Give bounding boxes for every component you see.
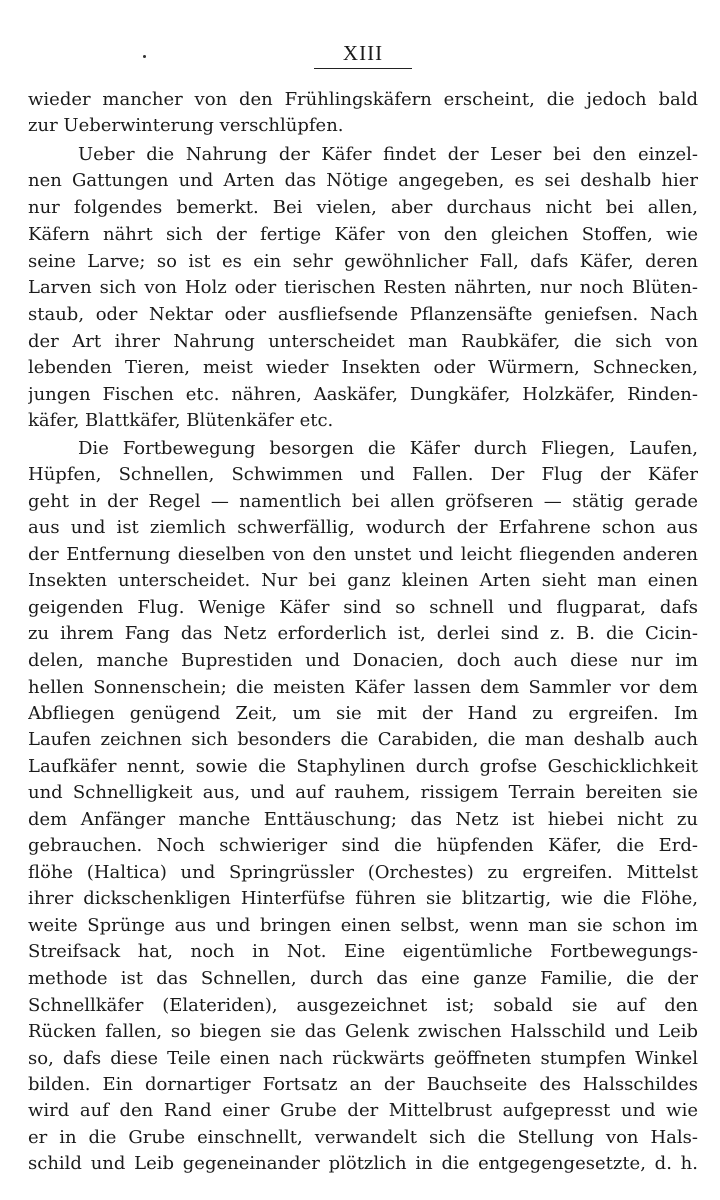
text-line: schild und Leib gegeneinander plötzlich in die entgegengesetzte, d. h. xyxy=(28,1153,698,1174)
text-line: jungen Fischen etc. nähren, Aaskäfer, Dungkäfer, Holzkäfer, Rinden- xyxy=(28,384,698,405)
stray-print-mark xyxy=(143,55,146,58)
text-line: nen Gattungen und Arten das Nötige angegeben, es sei deshalb hier xyxy=(28,170,698,191)
text-line: Hüpfen, Schnellen, Schwimmen und Fallen. Der Flug der Käfer xyxy=(28,464,698,485)
text-line: Schnellkäfer (Elateriden), ausgezeichnet ist; sobald sie auf den xyxy=(28,995,698,1016)
text-line: und Schnelligkeit aus, und auf rauhem, rissigem Terrain bereiten sie xyxy=(28,782,698,803)
text-line: käfer, Blattkäfer, Blütenkäfer etc. xyxy=(28,410,334,431)
text-line: so, dafs diese Teile einen nach rückwärts geöffneten stumpfen Winkel xyxy=(28,1048,698,1069)
text-line: der Art ihrer Nahrung unterscheidet man Raubkäfer, die sich von xyxy=(28,331,698,352)
text-line: gebrauchen. Noch schwieriger sind die hüpfenden Käfer, die Erd- xyxy=(28,835,698,856)
text-line: nur folgendes bemerkt. Bei vielen, aber durchaus nicht bei allen, xyxy=(28,197,698,218)
text-line: wieder mancher von den Frühlingskäfern erscheint, die jedoch bald xyxy=(28,89,698,110)
text-line: Laufen zeichnen sich besonders die Carabiden, die man deshalb auch xyxy=(28,729,698,750)
text-line: geht in der Regel — namentlich bei allen gröfseren — stätig gerade xyxy=(28,491,698,512)
text-line: aus und ist ziemlich schwerfällig, wodurch der Erfahrene schon aus xyxy=(28,517,698,538)
text-line: er in die Grube einschnellt, verwandelt sich die Stellung von Hals- xyxy=(28,1127,698,1148)
text-line: Streifsack hat, noch in Not. Eine eigentümliche Fortbewegungs- xyxy=(28,941,698,962)
text-line: flöhe (Haltica) und Springrüssler (Orchestes) zu ergreifen. Mittelst xyxy=(28,862,698,883)
text-line: bilden. Ein dornartiger Fortsatz an der Bauchseite des Halsschildes xyxy=(28,1074,698,1095)
header-rule xyxy=(314,68,412,69)
text-line: der Entfernung dieselben von den unstet und leicht fliegenden anderen xyxy=(28,544,698,565)
text-line: wird auf den Rand einer Grube der Mittelbrust aufgepresst und wie xyxy=(28,1100,698,1121)
text-line: hellen Sonnenschein; die meisten Käfer lassen dem Sammler vor dem xyxy=(28,677,698,698)
text-line: staub, oder Nektar oder ausfliefsende Pflanzensäfte geniefsen. Nach xyxy=(28,304,698,325)
text-line: methode ist das Schnellen, durch das eine ganze Familie, die der xyxy=(28,968,698,989)
text-line: ihrer dickschenkligen Hinterfüfse führen sie blitzartig, wie die Flöhe, xyxy=(28,888,698,909)
paragraph-first-line: Die Fortbewegung besorgen die Käfer durch Fliegen, Laufen, xyxy=(78,438,698,459)
text-line: lebenden Tieren, meist wieder Insekten oder Würmern, Schnecken, xyxy=(28,357,698,378)
text-line: delen, manche Buprestiden und Donacien, doch auch diese nur im xyxy=(28,650,698,671)
text-line: Insekten unterscheidet. Nur bei ganz kleinen Arten sieht man einen xyxy=(28,570,698,591)
text-line: Abfliegen genügend Zeit, um sie mit der Hand zu ergreifen. Im xyxy=(28,703,698,724)
text-line: Käfern nährt sich der fertige Käfer von den gleichen Stoffen, wie xyxy=(28,224,698,245)
text-line: Laufkäfer nennt, sowie die Staphylinen durch grofse Geschicklichkeit xyxy=(28,756,698,777)
text-line: seine Larve; so ist es ein sehr gewöhnlicher Fall, dafs Käfer, deren xyxy=(28,251,698,272)
text-line: zur Ueberwinterung verschlüpfen. xyxy=(28,115,344,136)
page-number: XIII xyxy=(342,41,384,65)
text-line: zu ihrem Fang das Netz erforderlich ist, derlei sind z. B. die Cicin- xyxy=(28,623,698,644)
text-line: Larven sich von Holz oder tierischen Resten nährten, nur noch Blüten- xyxy=(28,277,698,298)
text-line: dem Anfänger manche Enttäuschung; das Netz ist hiebei nicht zu xyxy=(28,809,698,830)
text-line: Rücken fallen, so biegen sie das Gelenk zwischen Halsschild und Leib xyxy=(28,1021,698,1042)
text-line: weite Sprünge aus und bringen einen selbst, wenn man sie schon im xyxy=(28,915,698,936)
text-line: geigenden Flug. Wenige Käfer sind so schnell und flugparat, dafs xyxy=(28,597,698,618)
paragraph-first-line: Ueber die Nahrung der Käfer findet der Leser bei den einzel- xyxy=(78,144,698,165)
